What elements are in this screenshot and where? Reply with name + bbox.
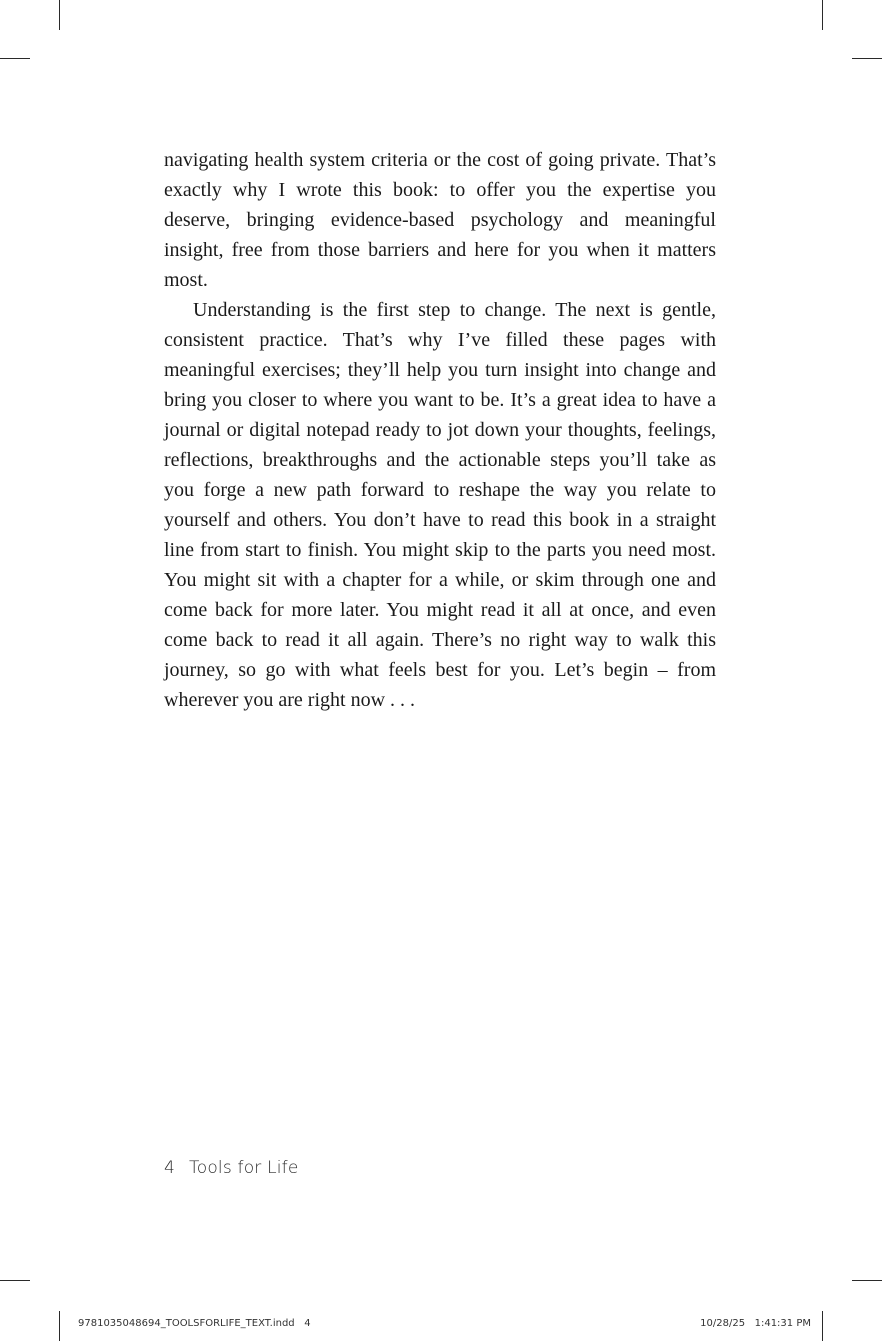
crop-mark-bottom-left-horizontal [0,1280,30,1281]
body-paragraph-2: Understanding is the first step to change. The next is gentle, consistent practice. That’s why I’ve filled these pages with meaningful exercises; they’ll help you turn insight into change and bring you closer to where you want to be. It’s a great idea to have a journal or digital notepad ready to jot down your thoughts, feelings, reflections, breakthroughs and the actionable steps you’ll take as you forge a new path forward to reshape the way you relate to yourself and others. You don’t have to read this book in a straight line from start to finish. You might skip to the parts you need most. You might sit with a chapter for a while, or skim through one and come back for more later. You might read it all at once, and even come back to read it all again. There’s no right way to walk this journey, so go with what feels best for you. Let’s begin – from wherever you are right now . . . [164,299,716,711]
slug-file-info: 9781035048694_TOOLSFORLIFE_TEXT.indd 4 [78,1318,311,1329]
crop-mark-bottom-left-vertical [59,1311,60,1341]
crop-mark-top-left-vertical [59,0,60,30]
slug-timestamp: 10/28/25 1:41:31 PM [700,1318,811,1329]
crop-mark-bottom-right-horizontal [852,1280,882,1281]
body-paragraph-1: navigating health system criteria or the cost of going private. That’s exactly why I wrote this book: to offer you the expertise you deserve, bringing evidence-based psychology and meaningful insight, free from those barriers and here for you when it matters most. [164,149,716,291]
body-text [164,145,716,715]
crop-mark-top-right-vertical [822,0,823,30]
crop-mark-bottom-right-vertical [822,1311,823,1341]
crop-mark-top-right-horizontal [852,58,882,59]
page-footer [164,1158,299,1178]
crop-mark-top-left-horizontal [0,58,30,59]
running-title: Tools for Life [189,1158,299,1178]
page-number: 4 [164,1158,176,1178]
